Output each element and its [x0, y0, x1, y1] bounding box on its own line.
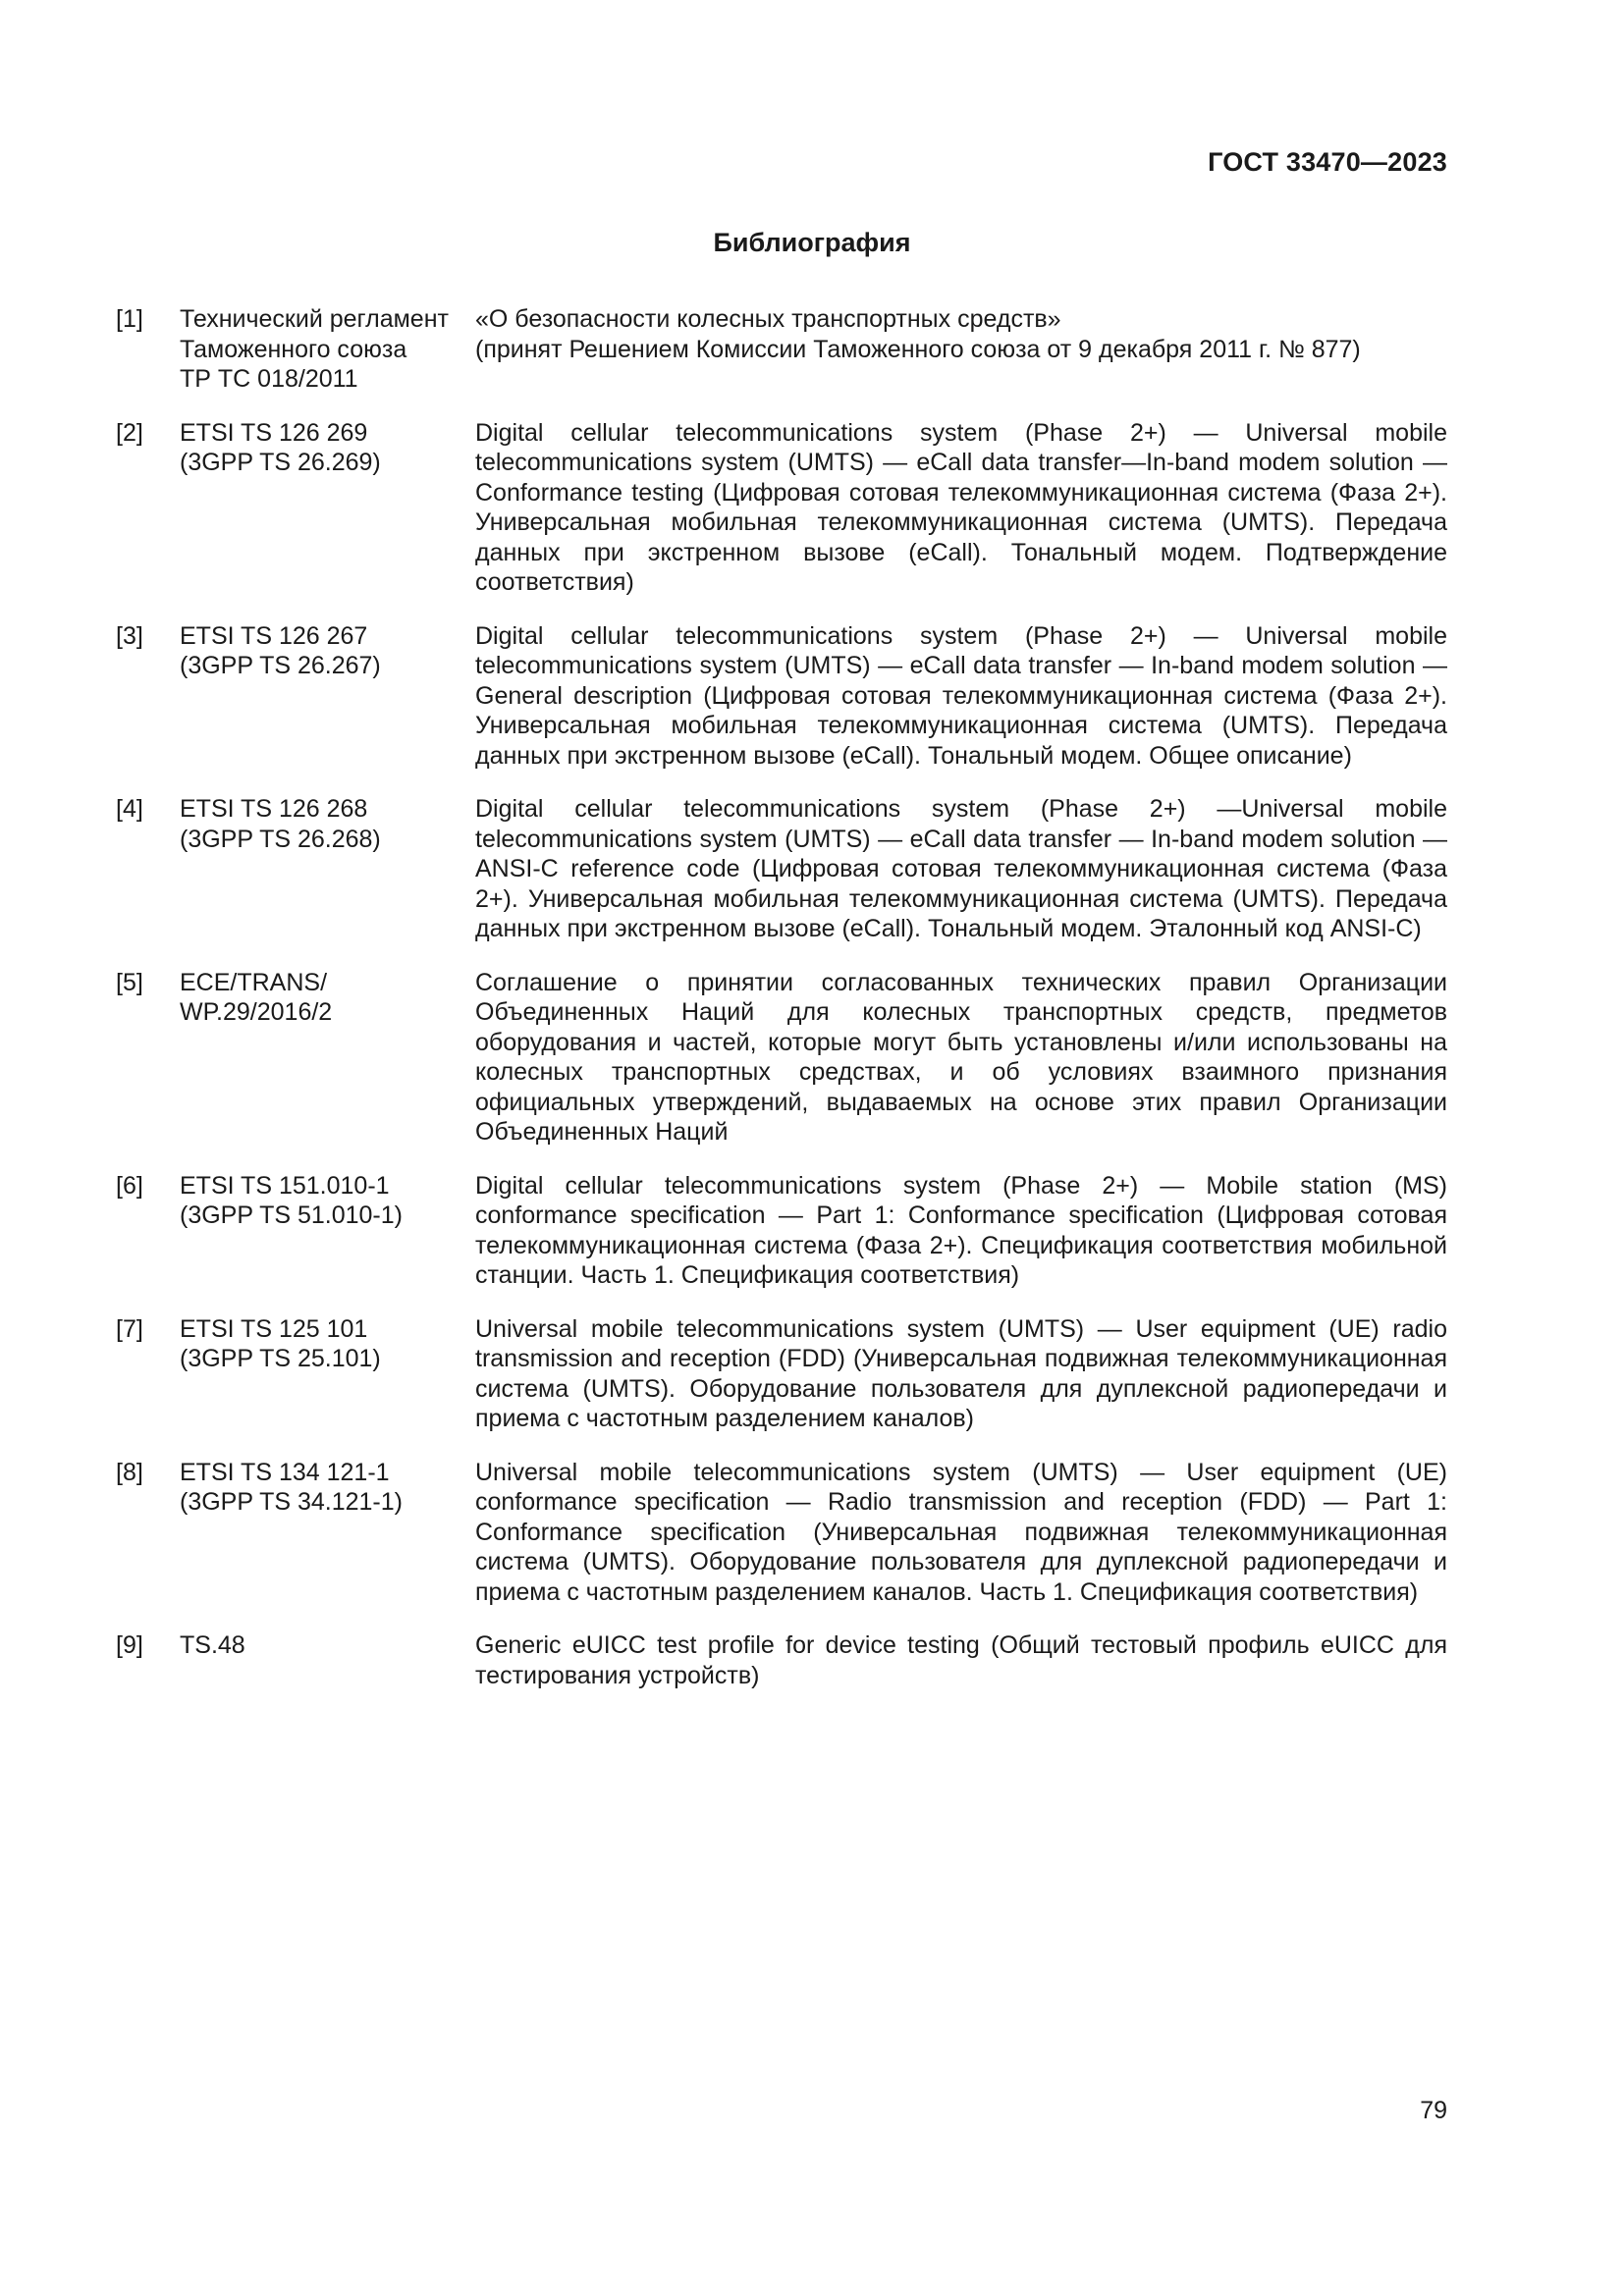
entry-description: Universal mobile telecommunications system (UMTS) — User equipment (UE) conformance specification — Radio transmission and reception (FDD) — Part 1: Conformance specification (Универсальная подвижная телекоммуникационная система (UMTS). Оборудование пользователя для дуплексной радиопередачи и приема с частотным разделением каналов. Часть 1. Спецификация соответствия): [475, 1458, 1447, 1606]
bibliography-entry: [116, 1314, 1447, 1434]
entry-document: ETSI TS 134 121-1 (3GPP TS 34.121-1): [180, 1458, 403, 1516]
entry-document: ETSI TS 126 269 (3GPP TS 26.269): [180, 418, 381, 476]
entry-description: Digital cellular telecommunications system (Phase 2+) — Universal mobile telecommunications system (UMTS) — eCall data transfer—In-band modem solution — Conformance testing (Цифровая сотовая телекоммуникационная система (Фаза 2+). Универсальная мобильная телекоммуникационная система (UMTS). Передача данных при экстренном вызове (eCall). Тональный модем. Подтверждение соответствия): [475, 418, 1447, 596]
entry-number: [3]: [116, 621, 143, 650]
entry-number: [5]: [116, 968, 143, 996]
bibliography-entry: [116, 1630, 1447, 1690]
entry-description: Digital cellular telecommunications system (Phase 2+) — Universal mobile telecommunications system (UMTS) — eCall data transfer — In-band modem solution — General description (Цифровая сотовая телекоммуникационная система (Фаза 2+). Универсальная мобильная телекоммуникационная система (UMTS). Передача данных при экстренном вызове (eCall). Тональный модем. Общее описание): [475, 621, 1447, 770]
bibliography-entry: [116, 1458, 1447, 1608]
bibliography-title: Библиография: [713, 228, 911, 257]
entry-number: [1]: [116, 305, 143, 333]
entry-document: ETSI TS 126 267 (3GPP TS 26.267): [180, 621, 381, 679]
document-code: ГОСТ 33470—2023: [1208, 147, 1447, 177]
entry-document: TS.48: [180, 1631, 245, 1659]
bibliography-entry: [116, 968, 1447, 1148]
bibliography-entry: [116, 304, 1447, 395]
bibliography-entry: [116, 794, 1447, 944]
entry-description: Соглашение о принятии согласованных технических правил Организации Объединенных Наций для колесных транспортных средств, предметов оборудования и частей, которые могут быть установлены и/или использованы на колесных транспортных средствах, и об условиях взаимного признания официальных утверждений, выдаваемых на основе этих правил Организации Объединенных Наций: [475, 968, 1447, 1146]
entry-description: Generic eUICC test profile for device testing (Общий тестовый профиль eUICC для тестирования устройств): [475, 1631, 1447, 1689]
entry-number: [8]: [116, 1458, 143, 1486]
entry-document: ETSI TS 125 101 (3GPP TS 25.101): [180, 1314, 381, 1372]
entry-document: ETSI TS 126 268 (3GPP TS 26.268): [180, 795, 381, 853]
entry-number: [4]: [116, 795, 143, 823]
entry-document: ECE/TRANS/ WP.29/2016/2: [180, 968, 333, 1026]
entry-number: [6]: [116, 1171, 143, 1200]
entry-description: Digital cellular telecommunications system (Phase 2+) — Mobile station (MS) conformance specification — Part 1: Conformance specification (Цифровая сотовая телекоммуникационная система (Фаза 2+). Спецификация соответствия мобильной станции. Часть 1. Спецификация соответствия): [475, 1171, 1447, 1289]
page-number: 79: [1420, 2097, 1447, 2124]
entry-document: ETSI TS 151.010-1 (3GPP TS 51.010-1): [180, 1171, 403, 1229]
entry-description: Digital cellular telecommunications system (Phase 2+) —Universal mobile telecommunications system (UMTS) — eCall data transfer — In-band modem solution — ANSI-C reference code (Цифровая сотовая телекоммуникационная система (Фаза 2+). Универсальная мобильная телекоммуникационная система (UMTS). Передача данных при экстренном вызове (eCall). Тональный модем. Эталонный код ANSI-C): [475, 795, 1447, 942]
entry-description: Universal mobile telecommunications system (UMTS) — User equipment (UE) radio transmission and reception (FDD) (Универсальная подвижная телекоммуникационная система (UMTS). Оборудование пользователя для дуплексной радиопередачи и приема с частотным разделением каналов): [475, 1314, 1447, 1432]
entry-document: Технический регламент Таможенного союза ТР ТС 018/2011: [180, 305, 449, 393]
entry-number: [2]: [116, 418, 143, 447]
bibliography-list: [116, 304, 1447, 1714]
entry-description: «О безопасности колесных транспортных средств» (принят Решением Комиссии Таможенного союза от 9 декабря 2011 г. № 877): [475, 305, 1361, 363]
entry-number: [9]: [116, 1631, 143, 1659]
bibliography-entry: [116, 621, 1447, 772]
bibliography-entry: [116, 418, 1447, 598]
entry-number: [7]: [116, 1314, 143, 1343]
bibliography-entry: [116, 1171, 1447, 1291]
